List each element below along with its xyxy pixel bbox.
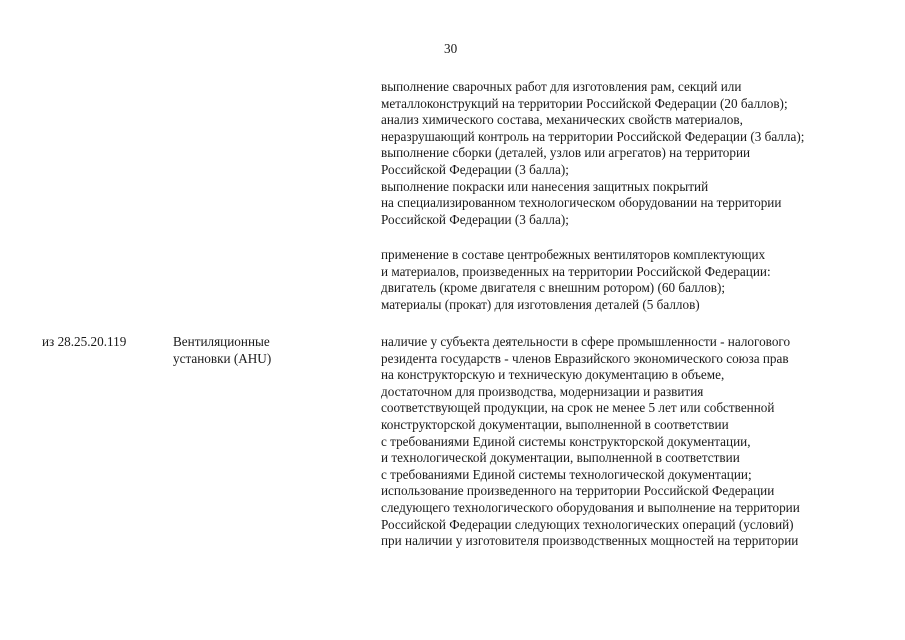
text-line: резидента государств - членов Евразийского экономического союза прав — [381, 350, 789, 366]
product-name — [173, 334, 271, 367]
text-line: металлоконструкций на территории Российской Федерации (20 баллов); — [381, 95, 788, 111]
text-line: при наличии у изготовителя производственных мощностей на территории — [381, 533, 799, 549]
requirements-block-components — [381, 247, 881, 313]
text-line: и технологической документации, выполненной в соответствии — [381, 450, 740, 466]
text-line: выполнение сварочных работ для изготовления рам, секций или — [381, 79, 742, 94]
text-line: применение в составе центробежных вентиляторов комплектующих — [381, 247, 766, 262]
text-line: с требованиями Единой системы технологической документации; — [381, 466, 752, 482]
text-line: достаточном для производства, модернизации и развития — [381, 383, 704, 399]
text-line: Российской Федерации следующих технологических операций (условий) — [381, 516, 794, 532]
page-number: 30 — [444, 41, 458, 56]
text-line: соответствующей продукции, на срок не менее 5 лет или собственной — [381, 400, 775, 416]
text-line: использование произведенного на территории Российской Федерации — [381, 483, 775, 499]
text-line: с требованиями Единой системы конструкторской документации, — [381, 433, 751, 449]
text-line: материалы (прокат) для изготовления деталей (5 баллов) — [381, 296, 700, 312]
text-line: выполнение покраски или нанесения защитных покрытий — [381, 178, 709, 194]
text-line: Российской Федерации (3 балла); — [381, 211, 569, 227]
text-line: конструкторской документации, выполненной в соответствии — [381, 416, 729, 432]
text-line: следующего технологического оборудования и выполнение на территории — [381, 499, 800, 515]
product-name-line: Вентиляционные — [173, 334, 270, 349]
text-line: на конструкторскую и техническую документацию в объеме, — [381, 367, 725, 383]
text-line: на специализированном технологическом оборудовании на территории — [381, 195, 782, 211]
product-code: из 28.25.20.119 — [42, 334, 127, 349]
product-name-line: установки (AHU) — [173, 350, 272, 366]
text-line: наличие у субъекта деятельности в сфере промышленности - налогового — [381, 334, 791, 349]
text-line: и материалов, произведенных на территории Российской Федерации: — [381, 263, 771, 279]
text-line: выполнение сборки (деталей, узлов или агрегатов) на территории — [381, 145, 751, 161]
text-line: двигатель (кроме двигателя с внешним ротором) (60 баллов); — [381, 280, 726, 296]
text-line: неразрушающий контроль на территории Российской Федерации (3 балла); — [381, 128, 805, 144]
text-line: анализ химического состава, механических свойств материалов, — [381, 112, 743, 128]
product-requirements — [381, 334, 881, 550]
text-line: Российской Федерации (3 балла); — [381, 161, 569, 177]
requirements-block-continued — [381, 79, 881, 228]
